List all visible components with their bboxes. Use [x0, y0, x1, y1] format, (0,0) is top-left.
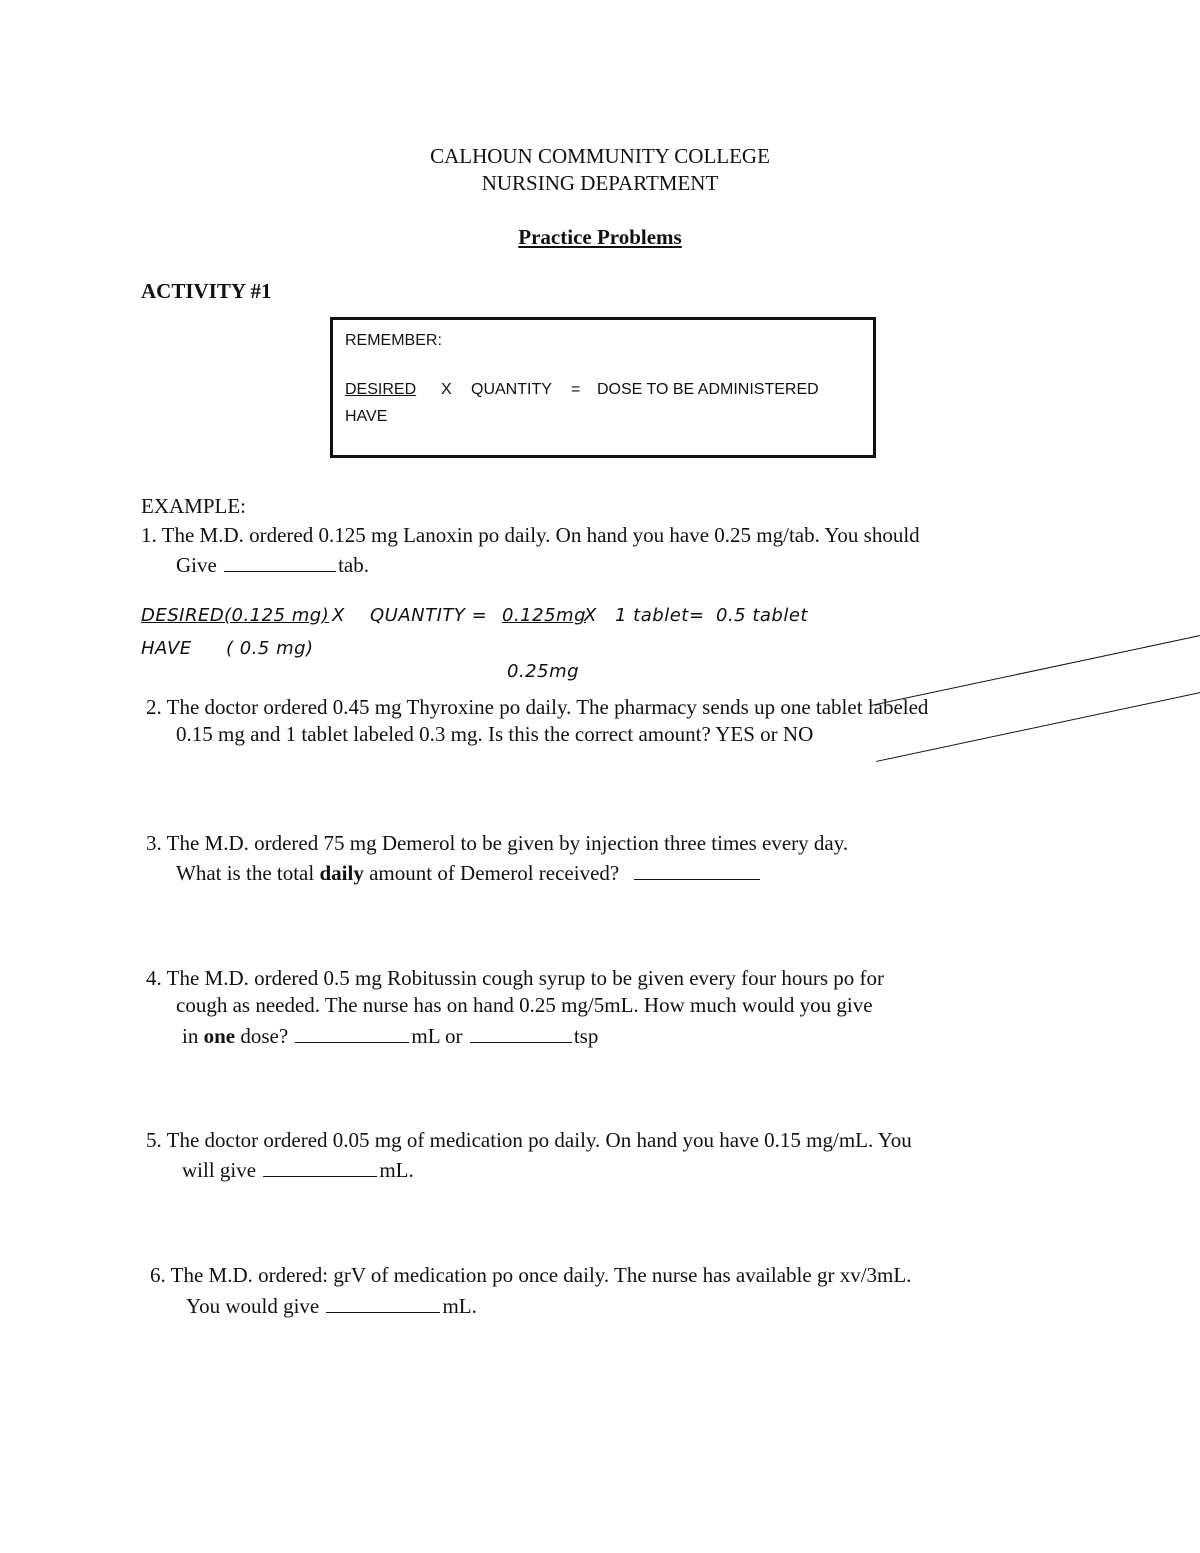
q3-text-bold: daily — [319, 861, 364, 885]
q5-line1: 5. The doctor ordered 0.05 mg of medication po daily. On hand you have 0.15 mg/mL. You — [146, 1128, 912, 1152]
q1-answer-blank[interactable] — [224, 550, 336, 572]
q4-tsp-blank[interactable] — [470, 1021, 572, 1043]
q1-unit: tab. — [338, 553, 369, 577]
q5-text: will give — [182, 1158, 257, 1182]
hand-numerator: 0.125mg — [502, 605, 1200, 626]
q3-answer-blank[interactable] — [634, 858, 760, 880]
q4-unit-ml: mL or — [411, 1024, 463, 1048]
q1-line2 — [176, 550, 369, 578]
hand-times-1: X — [332, 605, 345, 626]
q6-line2 — [186, 1291, 477, 1319]
q6-answer-blank[interactable] — [326, 1291, 440, 1313]
q1-line1: 1. The M.D. ordered 0.125 mg Lanoxin po daily. On hand you have 0.25 mg/tab. You should — [141, 523, 920, 547]
q1-give-text: Give — [176, 553, 217, 577]
q5-unit: mL. — [379, 1158, 414, 1182]
q4-ml-blank[interactable] — [295, 1021, 409, 1043]
page-title-wrap — [0, 225, 1200, 250]
hand-times-2: X — [584, 605, 597, 626]
q5-answer-blank[interactable] — [263, 1155, 377, 1177]
department-name: NURSING DEPARTMENT — [481, 171, 719, 195]
q4-line3 — [182, 1021, 598, 1049]
q2-line1: 2. The doctor ordered 0.45 mg Thyroxine po daily. The pharmacy sends up one tablet labeled — [146, 695, 929, 719]
remember-label: REMEMBER: — [345, 332, 442, 349]
q3-text-c: amount of Demerol received? — [363, 861, 620, 885]
page-title: Practice Problems — [518, 225, 682, 249]
hand-desired-value: (0.125 mg) — [224, 605, 330, 626]
q2-line2: 0.15 mg and 1 tablet labeled 0.3 mg. Is this the correct amount? YES or NO — [176, 722, 814, 746]
q4-text-bold: one — [203, 1024, 236, 1048]
q6-unit: mL. — [442, 1294, 477, 1318]
formula-equals: = — [571, 381, 581, 398]
q3-line1: 3. The M.D. ordered 75 mg Demerol to be given by injection three times every day. — [146, 831, 849, 855]
formula-times: X — [441, 381, 452, 398]
hand-desired: DESIRED — [141, 605, 225, 626]
college-name: CALHOUN COMMUNITY COLLEGE — [430, 144, 770, 168]
hand-quantity: QUANTITY = — [370, 605, 488, 626]
formula-have: HAVE — [345, 408, 388, 425]
formula-dose: DOSE TO BE ADMINISTERED — [597, 381, 819, 398]
q4-text-c: dose? — [235, 1024, 289, 1048]
q3-line2 — [176, 858, 762, 886]
hand-tablet: 1 tablet — [615, 605, 689, 626]
hand-have-value: ( 0.5 mg) — [226, 638, 314, 659]
hand-equals: = — [689, 605, 705, 626]
q6-text: You would give — [186, 1294, 320, 1318]
q4-line1: 4. The M.D. ordered 0.5 mg Robitussin cough syrup to be given every four hours po for — [146, 966, 884, 990]
remember-box — [330, 317, 876, 458]
activity-heading: ACTIVITY #1 — [141, 279, 272, 303]
hand-have: HAVE — [141, 638, 192, 659]
example-label: EXAMPLE: — [141, 494, 246, 518]
q5-line2 — [182, 1155, 414, 1183]
formula-desired: DESIRED — [345, 381, 417, 398]
q6-line1: 6. The M.D. ordered: grV of medication po once daily. The nurse has available gr xv/3mL. — [150, 1263, 912, 1287]
q4-line2: cough as needed. The nurse has on hand 0.25 mg/5mL. How much would you give — [176, 993, 873, 1017]
hand-denominator: 0.25mg — [507, 661, 1200, 682]
q4-unit-tsp: tsp — [573, 1024, 599, 1048]
formula-quantity: QUANTITY — [471, 381, 552, 398]
q3-text-a: What is the total — [176, 861, 320, 885]
q4-text-a: in — [182, 1024, 204, 1048]
hand-result: 0.5 tablet — [716, 605, 808, 626]
